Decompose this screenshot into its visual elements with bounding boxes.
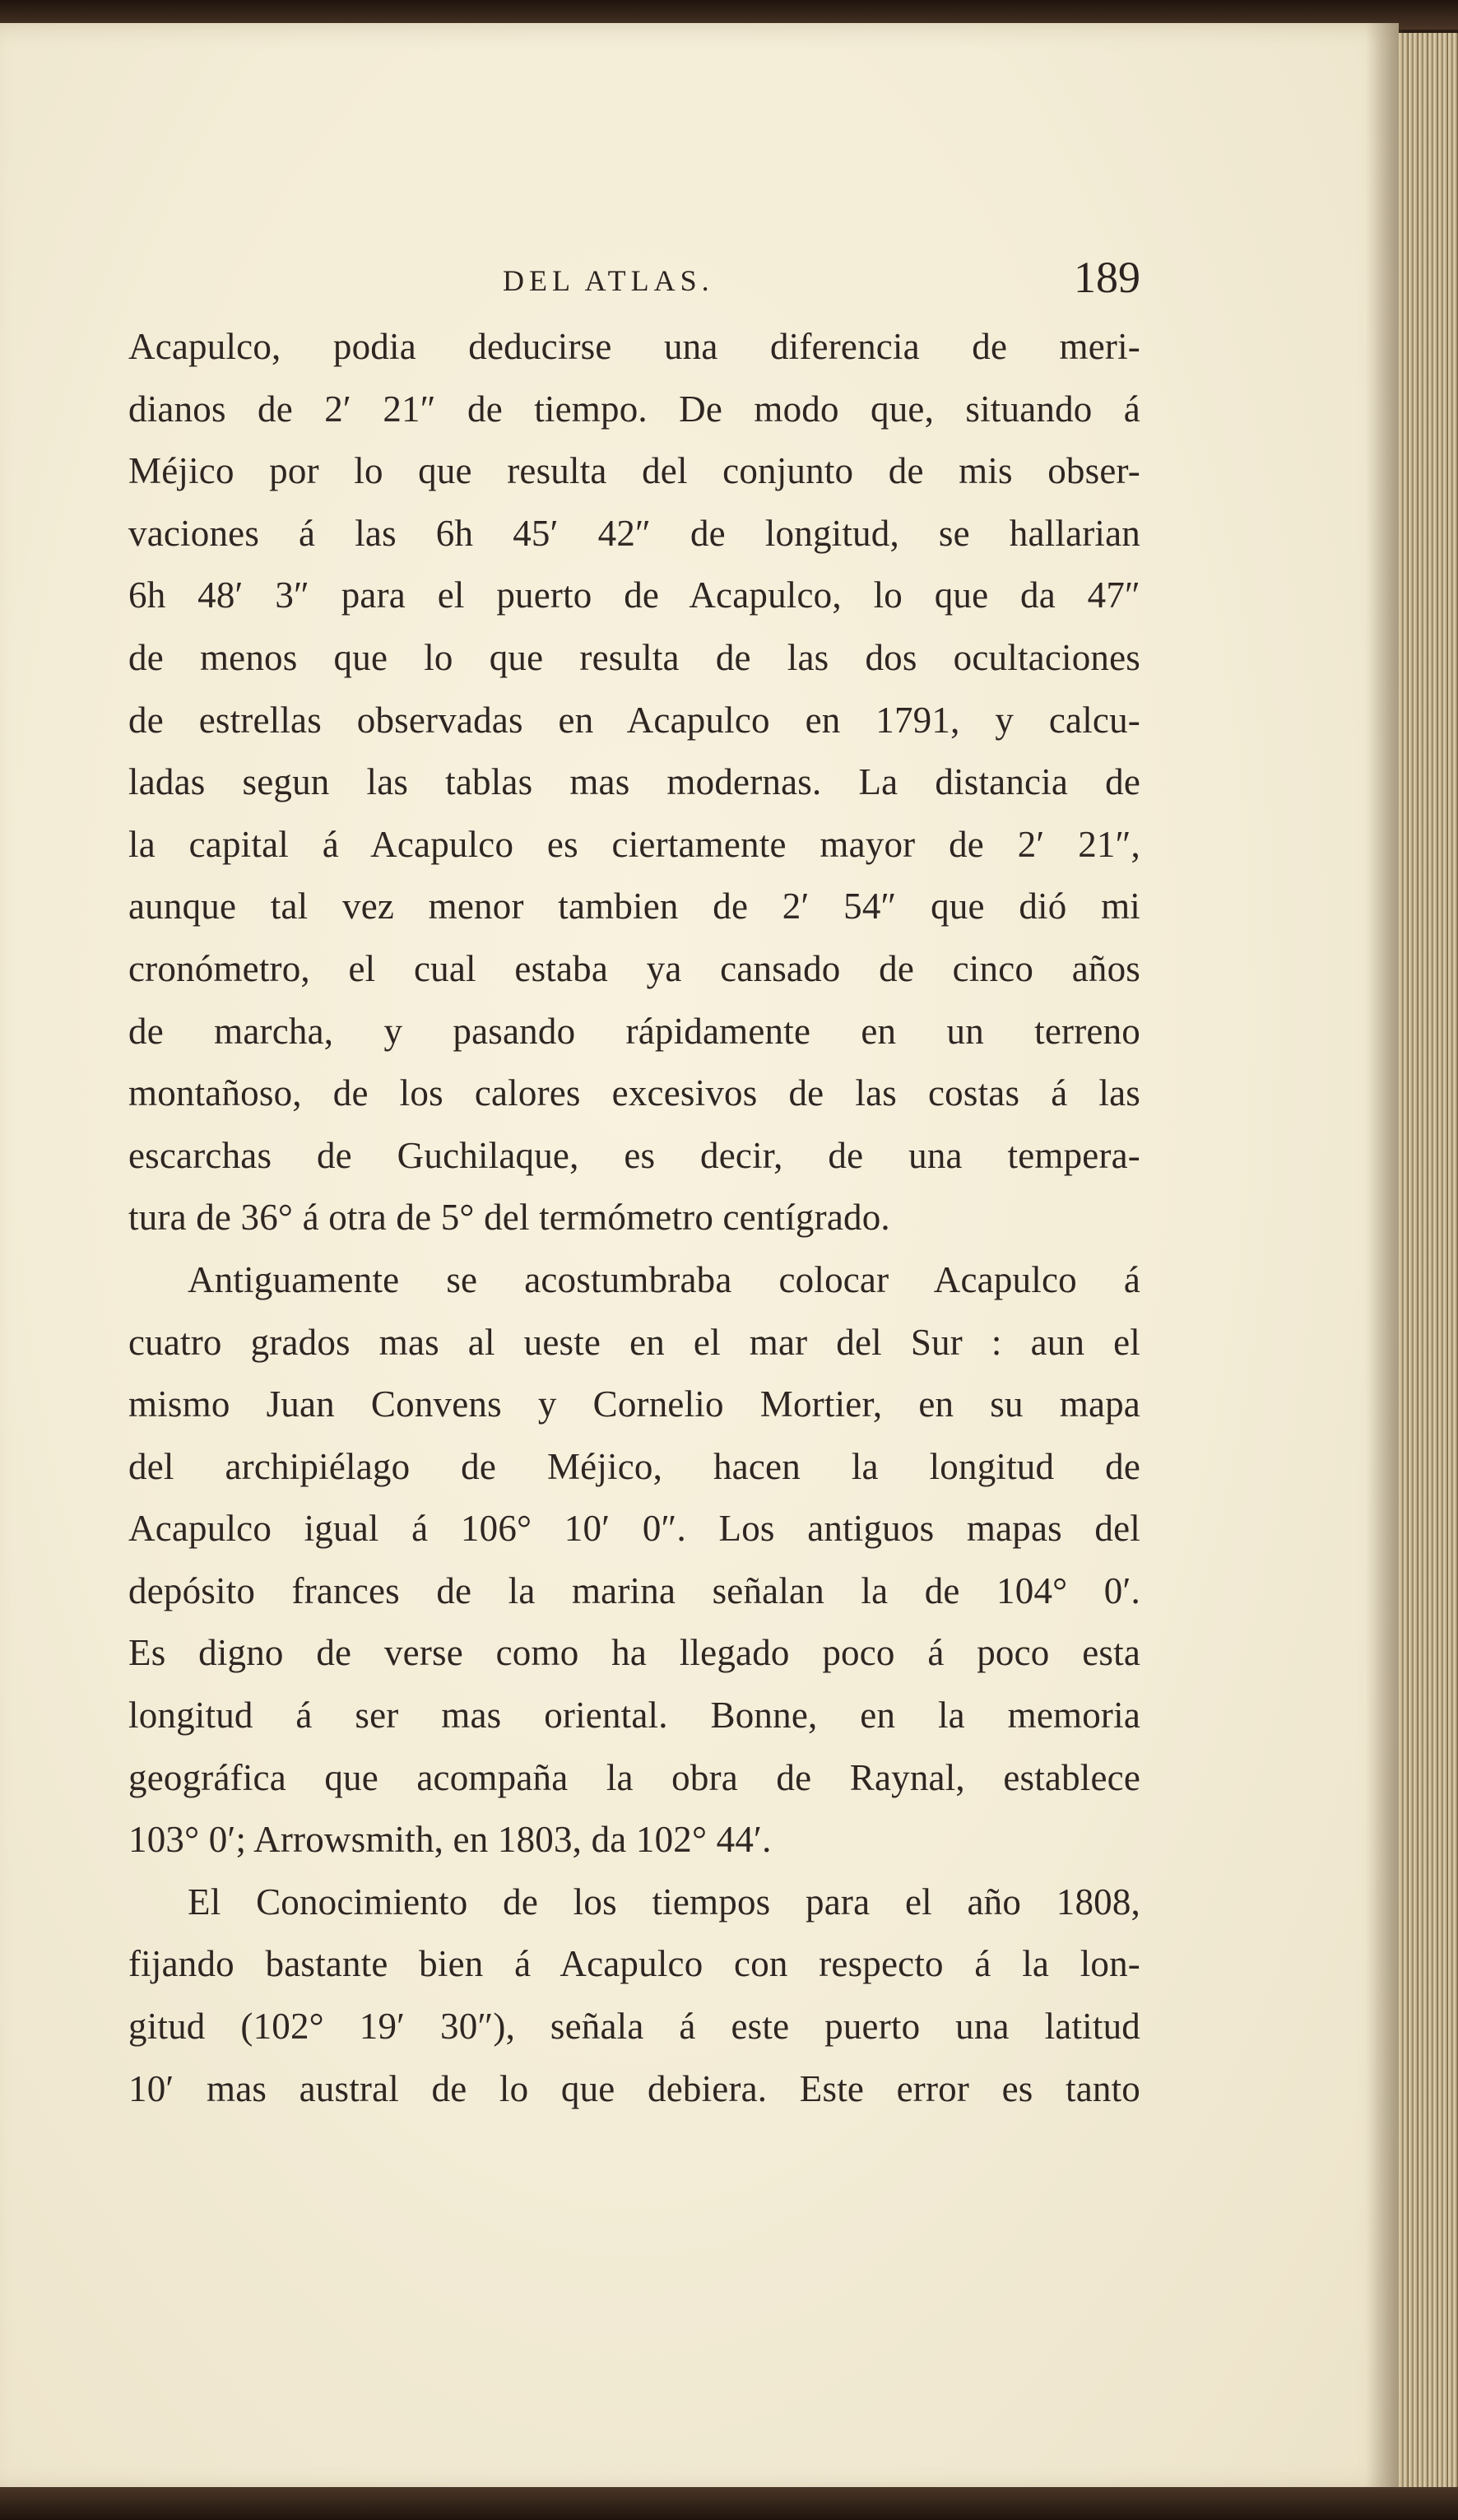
text-line: Es digno de verse como ha llegado poco á poco esta	[128, 1632, 1140, 1674]
text-line: de marcha, y pasando rápidamente en un terreno	[128, 1010, 1140, 1052]
text-line: geográfica que acompaña la obra de Raynal, establece	[128, 1756, 1140, 1798]
text-line: dianos de 2′ 21″ de tiempo. De modo que, situando á	[128, 388, 1140, 430]
text-line: montañoso, de los calores excesivos de las costas á las	[128, 1072, 1140, 1114]
scan-bottom-edge	[0, 2487, 1458, 2520]
text-line: cronómetro, el cual estaba ya cansado de cinco años	[128, 947, 1140, 989]
text-line: Méjico por lo que resulta del conjunto de mis obser-	[128, 450, 1140, 492]
text-line: de estrellas observadas en Acapulco en 1791, y calcu-	[128, 699, 1140, 741]
text-line: 10′ mas austral de lo que debiera. Este error es tanto	[128, 2067, 1140, 2109]
text-line: longitud á ser mas oriental. Bonne, en la memoria	[128, 1695, 1140, 1737]
text-line: 103° 0′; Arrowsmith, en 1803, da 102° 44′.	[128, 1819, 772, 1861]
text-line: de menos que lo que resulta de las dos ocultaciones	[128, 636, 1140, 678]
page-header	[128, 253, 1140, 323]
text-line: la capital á Acapulco es ciertamente mayor de 2′ 21″,	[128, 823, 1140, 865]
text-line: Acapulco igual á 106° 10′ 0″. Los antiguos mapas del	[128, 1508, 1140, 1550]
text-line: tura de 36° á otra de 5° del termómetro centígrado.	[128, 1197, 890, 1239]
text-line: aunque tal vez menor tambien de 2′ 54″ que dió mi	[128, 886, 1140, 928]
body-text	[128, 316, 1140, 2120]
text-line: depósito frances de la marina señalan la de 104° 0′.	[128, 1569, 1140, 1611]
text-line: fijando bastante bien á Acapulco con respecto á la lon-	[128, 1943, 1140, 1985]
page-edges	[1399, 33, 1458, 2494]
page-number: 189	[1074, 253, 1140, 302]
text-line: del archipiélago de Méjico, hacen la longitud de	[128, 1445, 1140, 1487]
page-shadow	[1366, 23, 1403, 2492]
text-line: Antiguamente se acostumbraba colocar Acapulco á	[188, 1258, 1140, 1300]
text-line: ladas segun las tablas mas modernas. La distancia de	[128, 761, 1140, 803]
text-line: 6h 48′ 3″ para el puerto de Acapulco, lo que da 47″	[128, 574, 1140, 616]
text-line: gitud (102° 19′ 30″), señala á este puerto una latitud	[128, 2006, 1140, 2048]
text-line: vaciones á las 6h 45′ 42″ de longitud, se hallarian	[128, 512, 1140, 554]
text-line: Acapulco, podia deducirse una diferencia de meri-	[128, 326, 1140, 367]
text-line: mismo Juan Convens y Cornelio Mortier, en su mapa	[128, 1383, 1140, 1425]
text-line: escarchas de Guchilaque, es decir, de una tempera-	[128, 1134, 1140, 1176]
text-line: El Conocimiento de los tiempos para el año 1808,	[188, 1881, 1140, 1923]
text-line: cuatro grados mas al ueste en el mar del Sur : aun el	[128, 1321, 1140, 1363]
running-head: DEL ATLAS.	[503, 264, 714, 297]
